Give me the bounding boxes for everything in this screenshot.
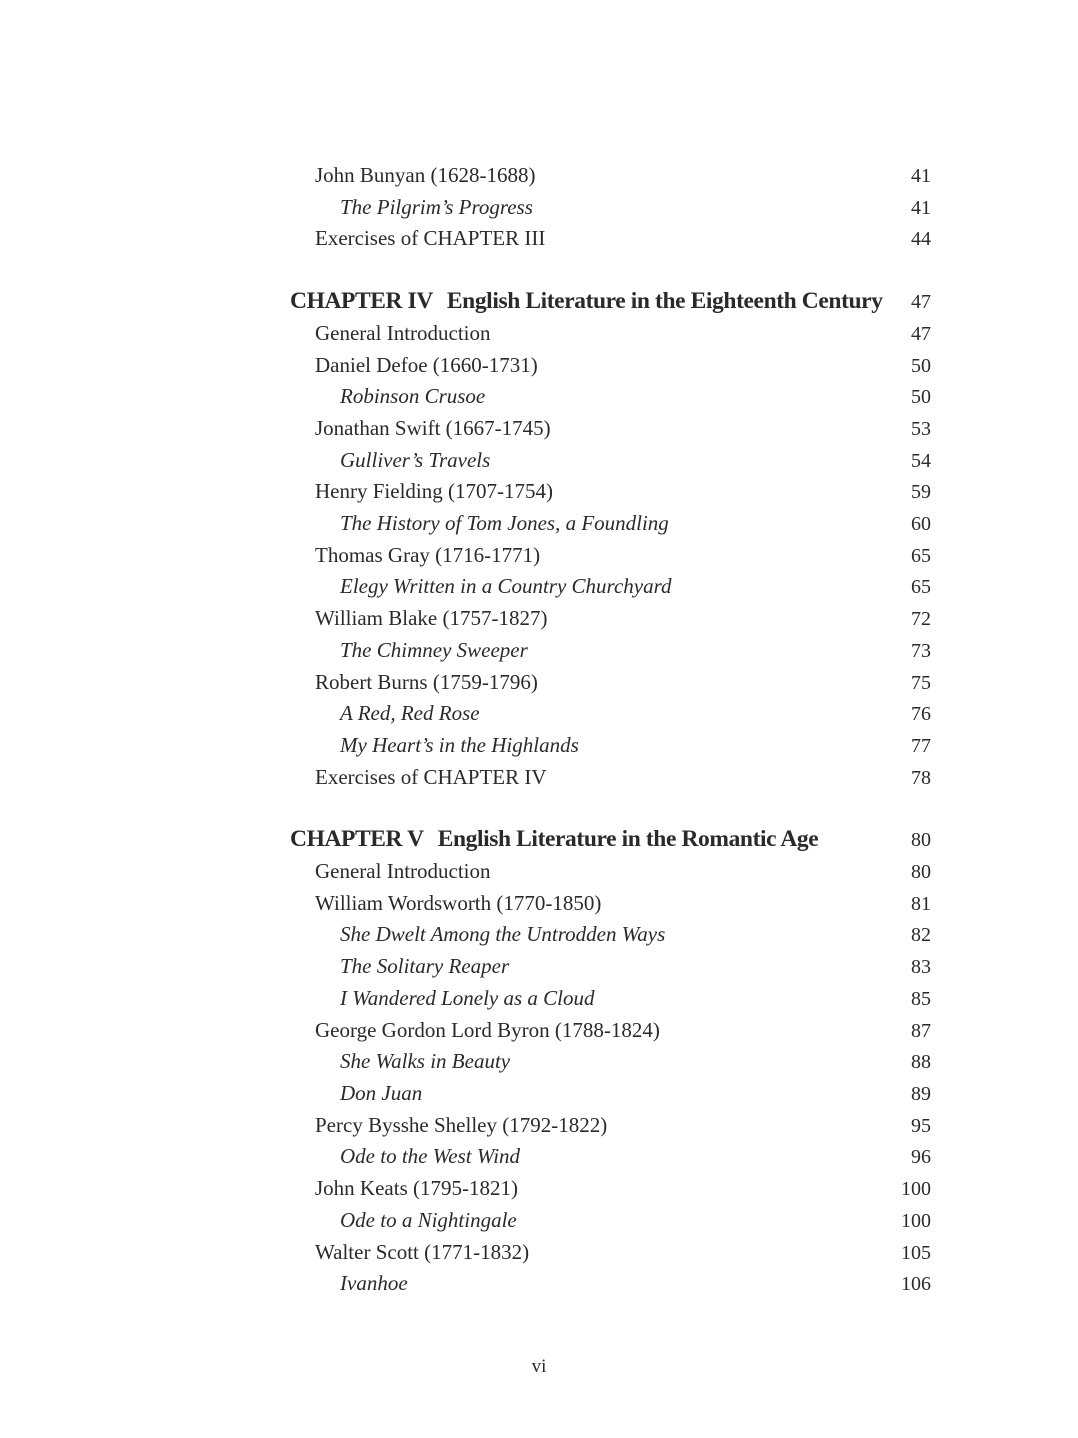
toc-row-work <box>290 508 931 540</box>
page-ref: 59 <box>911 481 931 504</box>
chapter-heading <box>290 286 899 317</box>
toc-row-entry <box>290 476 931 508</box>
toc-row-work <box>290 1046 931 1078</box>
page-footer <box>0 1356 1078 1378</box>
page-ref: 88 <box>911 1051 931 1074</box>
page-ref: 95 <box>911 1114 931 1137</box>
page-ref: 75 <box>911 671 931 694</box>
work-title: I Wandered Lonely as a Cloud <box>340 985 595 1010</box>
entry-title: Exercises of CHAPTER IV <box>315 764 547 789</box>
entry-title: Percy Bysshe Shelley (1792-1822) <box>315 1112 608 1137</box>
page-ref: 50 <box>911 386 931 409</box>
page-ref: 54 <box>911 449 931 472</box>
toc-list <box>290 160 931 1300</box>
work-title: The Chimney Sweeper <box>340 637 528 662</box>
work-title: The Solitary Reaper <box>340 954 510 979</box>
page-ref: 96 <box>911 1146 931 1169</box>
chapter-title: English Literature in the Eighteenth Century <box>446 288 883 315</box>
entry-title: John Bunyan (1628-1688) <box>315 163 536 187</box>
toc-row-chapter <box>290 824 931 856</box>
entry-title: Henry Fielding (1707-1754) <box>315 479 553 504</box>
chapter-title: English Literature in the Romantic Age <box>437 826 819 853</box>
toc-row-entry <box>290 413 931 445</box>
page-ref: 44 <box>911 228 931 251</box>
page-ref: 41 <box>911 196 931 219</box>
page-ref: 89 <box>911 1082 931 1105</box>
work-title: Elegy Written in a Country Churchyard <box>340 574 672 599</box>
page-ref: 50 <box>911 354 931 377</box>
toc-row-work <box>290 1141 931 1173</box>
page-ref: 80 <box>911 861 931 884</box>
page-ref: 47 <box>911 291 931 314</box>
toc-row-entry <box>290 350 931 382</box>
toc-row-work <box>290 698 931 730</box>
work-title: My Heart’s in the Highlands <box>340 732 579 757</box>
toc-row-work <box>290 381 931 413</box>
page-ref: 47 <box>911 322 931 345</box>
page-ref: 106 <box>901 1273 931 1296</box>
toc-row-work <box>290 919 931 951</box>
toc-row-chapter <box>290 286 931 318</box>
entry-title: Exercises of CHAPTER III <box>315 226 546 251</box>
entry-title: Daniel Defoe (1660-1731) <box>315 352 538 377</box>
page-ref: 65 <box>911 576 931 599</box>
toc-row-entry <box>290 223 931 255</box>
work-title: The History of Tom Jones, a Foundling <box>340 511 669 536</box>
chapter-label: CHAPTER IV <box>290 288 433 315</box>
toc-row-work <box>290 1268 931 1300</box>
entry-title: William Blake (1757-1827) <box>315 606 548 631</box>
entry-title: Walter Scott (1771-1832) <box>315 1239 530 1264</box>
page-ref: 82 <box>911 924 931 947</box>
toc-row-work <box>290 730 931 762</box>
entry-title: John Keats (1795-1821) <box>315 1176 518 1201</box>
page-ref: 100 <box>901 1178 931 1201</box>
work-title: Ivanhoe <box>340 1271 408 1296</box>
page-ref: 77 <box>911 734 931 757</box>
page-ref: 100 <box>901 1209 931 1232</box>
chapter-heading <box>290 824 899 855</box>
work-title: The Pilgrim’s Progress <box>340 194 533 219</box>
toc-row-entry <box>290 856 931 888</box>
toc-row-entry <box>290 160 931 192</box>
page-ref: 80 <box>911 829 931 852</box>
work-title: Gulliver’s Travels <box>340 447 491 472</box>
toc-row-work <box>290 571 931 603</box>
toc-row-entry <box>290 667 931 699</box>
entry-title: Robert Burns (1759-1796) <box>315 669 538 694</box>
toc-row-work <box>290 192 931 224</box>
toc-row-work <box>290 1078 931 1110</box>
page-ref: 78 <box>911 766 931 789</box>
page-ref: 73 <box>911 639 931 662</box>
page-ref: 87 <box>911 1019 931 1042</box>
entry-title: Jonathan Swift (1667-1745) <box>315 415 551 440</box>
work-title: She Dwelt Among the Untrodden Ways <box>340 922 666 947</box>
toc-row-entry <box>290 318 931 350</box>
toc-row-work <box>290 983 931 1015</box>
page-ref: 85 <box>911 987 931 1010</box>
toc-row-entry <box>290 1173 931 1205</box>
page-ref: 105 <box>901 1241 931 1264</box>
work-title: A Red, Red Rose <box>340 701 480 726</box>
page-ref: 72 <box>911 608 931 631</box>
toc-row-entry <box>290 1237 931 1269</box>
work-title: She Walks in Beauty <box>340 1049 511 1074</box>
page-ref: 65 <box>911 544 931 567</box>
toc-row-entry <box>290 762 931 794</box>
work-title: Ode to the West Wind <box>340 1144 521 1169</box>
toc-row-entry <box>290 1110 931 1142</box>
page-ref: 41 <box>911 165 931 187</box>
toc-row-work <box>290 1205 931 1237</box>
entry-title: William Wordsworth (1770-1850) <box>315 890 602 915</box>
entry-title: George Gordon Lord Byron (1788-1824) <box>315 1017 660 1042</box>
entry-title: Thomas Gray (1716-1771) <box>315 542 541 567</box>
folio-page-number: vi <box>531 1356 547 1377</box>
page-ref: 76 <box>911 703 931 726</box>
work-title: Ode to a Nightingale <box>340 1207 517 1232</box>
toc-row-entry <box>290 888 931 920</box>
toc-row-entry <box>290 540 931 572</box>
toc-row-entry <box>290 603 931 635</box>
entry-title: General Introduction <box>315 320 491 345</box>
page-ref: 81 <box>911 892 931 915</box>
toc-row-entry <box>290 1015 931 1047</box>
toc-row-work <box>290 445 931 477</box>
page-ref: 83 <box>911 956 931 979</box>
toc-row-work <box>290 635 931 667</box>
chapter-label: CHAPTER V <box>290 826 424 853</box>
entry-title: General Introduction <box>315 859 491 884</box>
page-ref: 60 <box>911 513 931 536</box>
work-title: Robinson Crusoe <box>340 384 486 409</box>
page-ref: 53 <box>911 417 931 440</box>
toc-row-work <box>290 951 931 983</box>
work-title: Don Juan <box>340 1080 423 1105</box>
